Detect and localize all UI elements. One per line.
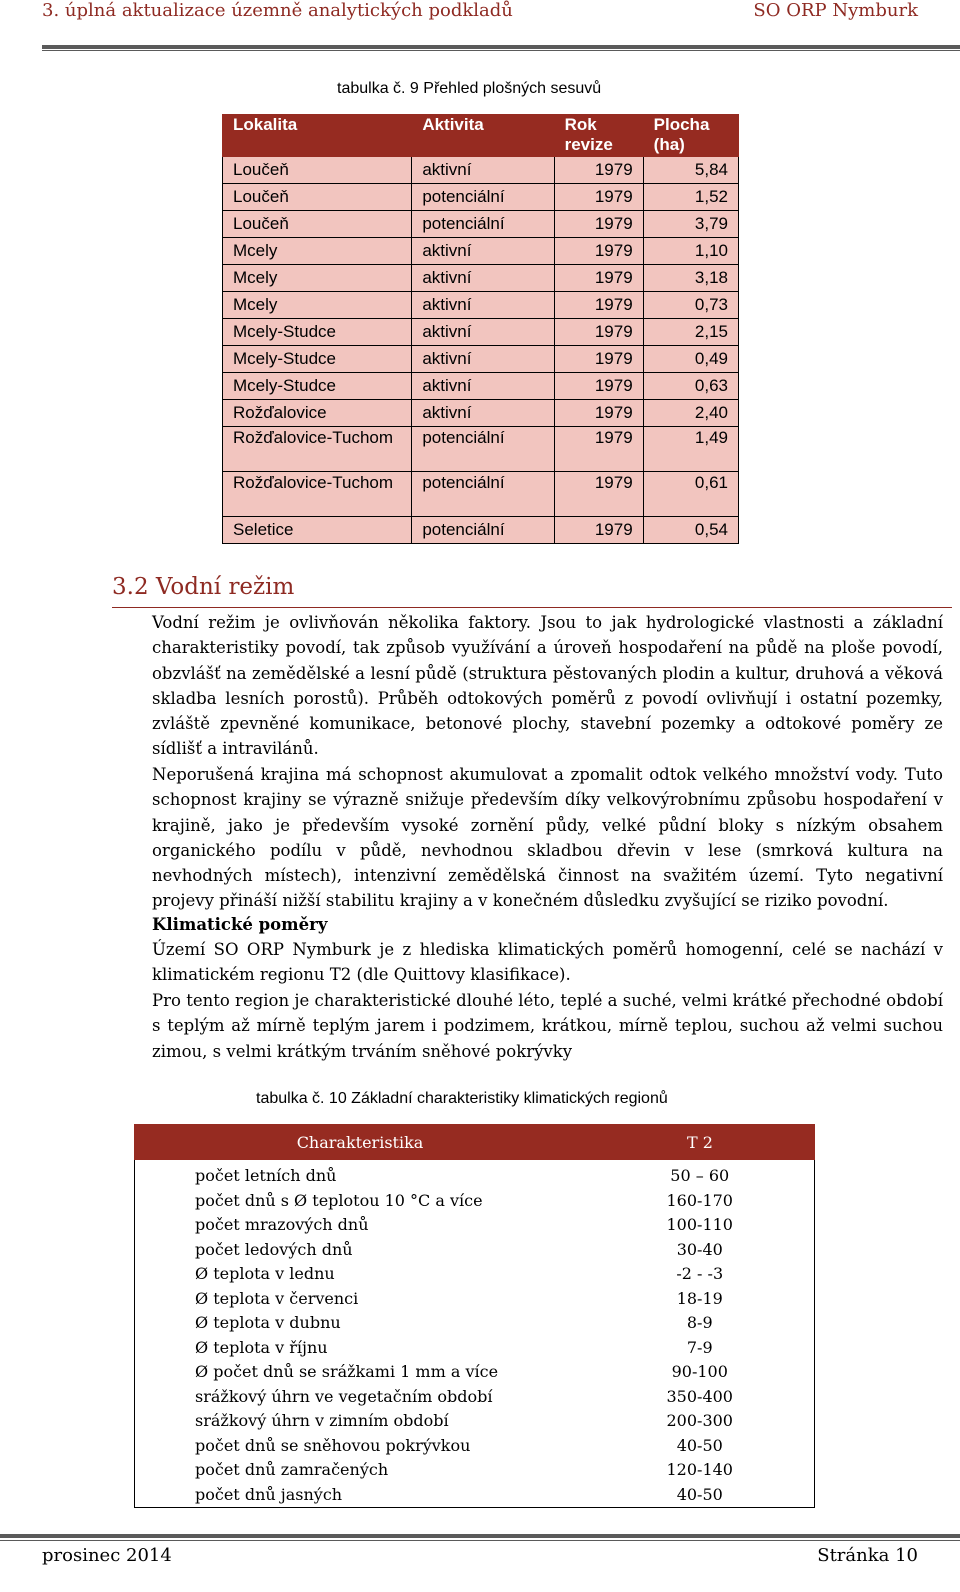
table-cell: potenciální [412,517,554,544]
table-cell: aktivní [412,157,554,184]
table-row [135,1160,815,1189]
table-cell: 1979 [554,373,643,400]
value-cell: 18-19 [676,1288,723,1308]
table-cell: 1,10 [643,238,738,265]
table-cell: 0,54 [643,517,738,544]
table-row [135,1287,815,1312]
table-cell: Seletice [223,517,412,544]
paragraph-text: Pro tento region je charakteristické dlouhé léto, teplé a suché, velmi krátké přechodné období s teplým až mírně teplým jarem i podzimem, krátkou, mírně teplou, suchou až velmi suchou zimou, s velmi krátkým trváním sněhové pokrývky [152,991,943,1061]
characteristic-cell: srážkový úhrn ve vegetačním období [195,1386,493,1406]
table-row [135,1360,815,1385]
table-row [135,1458,815,1483]
characteristic-cell: Ø teplota v lednu [195,1264,335,1284]
table-row [135,1262,815,1287]
paragraph-climate-description [152,988,943,1064]
table-row [135,1409,815,1434]
table-cell: 0,63 [643,373,738,400]
column-header: Plocha (ha) [643,115,738,157]
table-cell: 1979 [554,184,643,211]
value-cell: 90-100 [671,1362,728,1382]
table-row [223,292,739,319]
footer-rule-thin [0,1540,960,1541]
table-cell: Loučeň [223,184,412,211]
table-row [135,1483,815,1508]
table-cell: 3,18 [643,265,738,292]
table-row [135,1213,815,1238]
characteristic-cell: počet dnů jasných [195,1484,343,1504]
header-organization: SO ORP Nymburk [753,0,918,21]
header-rule-thin [42,50,960,51]
section-heading-rule [112,607,952,608]
table-cell: aktivní [412,373,554,400]
table-cell: Rožďalovice-Tuchom [223,427,412,472]
characteristic-cell: srážkový úhrn v zimním období [195,1411,449,1431]
table-cell: Mcely-Studce [223,373,412,400]
characteristic-cell: Ø teplota v červenci [195,1288,359,1308]
landslide-table-body [223,157,739,544]
table-cell: Loučeň [223,211,412,238]
subheading-climate [152,912,943,937]
table-cell: aktivní [412,319,554,346]
paragraph-text: Neporušená krajina má schopnost akumulovat a zpomalit odtok velkého množství vody. Tuto schopnost krajiny se výrazně snižuje především díky velkovýrobnímu způsobu hospodaření v krajině, jako je především vysoké zornění půdy, velké půdní bloky s nízkým obsahem organického podílu v půdě, nevhodnou skladbou dřevin v lese (smrková kultura na nevhodných místech), intenzivní zemědělská činnost na svažitém území. Tyto negativní projevy přináší nižší stabilitu krajiny a v konečném důsledku zvyšující se riziko povodní. [152,765,943,911]
table-cell: 3,79 [643,211,738,238]
table-cell: Mcely [223,265,412,292]
characteristic-cell: počet letních dnů [195,1166,337,1186]
value-cell: 120-140 [666,1460,733,1480]
table-cell: potenciální [412,427,554,472]
table-row [135,1189,815,1214]
table-header-row [223,115,739,157]
column-header: T 2 [586,1125,815,1160]
characteristic-cell: počet ledových dnů [195,1239,353,1259]
table-cell: aktivní [412,400,554,427]
table-row [223,346,739,373]
climate-table-body [135,1160,815,1508]
table-cell: 1979 [554,346,643,373]
table-cell: potenciální [412,472,554,517]
table-row [223,400,739,427]
table10-caption: tabulka č. 10 Základní charakteristiky klimatických regionů [256,1090,668,1107]
table-cell: 1,52 [643,184,738,211]
characteristic-cell: Ø teplota v dubnu [195,1313,341,1333]
landslide-table [222,114,739,544]
paragraph-text: Vodní režim je ovlivňován několika faktory. Jsou to jak hydrologické vlastnosti a základní charakteristiky povodí, tak způsob využívání a úroveň hospodaření na půdě na ploše povodí, obzvlášť na zemědělské a lesní půdě (struktura pěstovaných plodin a kultur, druhová a věková skladba lesních porostů). Průběh odtokových poměrů z povodí ovlivňují i ostatní pozemky, zvláště zpevněné komunikace, betonové plochy, stavební pozemky a odtokové poměry ze sídlišť a intravilánů. [152,613,943,759]
table-cell: potenciální [412,184,554,211]
characteristic-cell: Ø teplota v říjnu [195,1337,328,1357]
value-cell: 40-50 [676,1435,723,1455]
value-cell: 350-400 [666,1386,733,1406]
table-row [223,472,739,517]
table-cell: aktivní [412,238,554,265]
table-cell: 0,49 [643,346,738,373]
value-cell: 7-9 [686,1337,713,1357]
table-cell: 1979 [554,517,643,544]
paragraph-water-regime [152,610,943,762]
table-cell: 1979 [554,265,643,292]
header-rule [42,45,960,49]
table-cell: Rožďalovice [223,400,412,427]
table9-caption: tabulka č. 9 Přehled plošných sesuvů [337,80,602,97]
value-cell: 100-110 [666,1215,733,1235]
table-cell: Mcely [223,238,412,265]
table-row [223,238,739,265]
table-cell: Mcely-Studce [223,319,412,346]
column-header: Rok revize [554,115,643,157]
table-row [135,1238,815,1263]
characteristic-cell: počet dnů se sněhovou pokrývkou [195,1435,471,1455]
value-cell: 50 – 60 [670,1166,730,1186]
table-cell: potenciální [412,211,554,238]
section-heading: 3.2 Vodní režim [112,574,295,600]
table-cell: 2,15 [643,319,738,346]
page-header [42,0,918,24]
table-row [135,1336,815,1361]
characteristic-cell: Ø počet dnů se srážkami 1 mm a více [195,1362,499,1382]
table-cell: aktivní [412,265,554,292]
table-cell: 5,84 [643,157,738,184]
value-cell: 40-50 [676,1484,723,1504]
value-cell: -2 - -3 [676,1264,724,1284]
table-header-row [135,1125,815,1160]
table-cell: 0,73 [643,292,738,319]
table-row [135,1311,815,1336]
table-row [223,517,739,544]
table-cell: 1979 [554,400,643,427]
table-row [223,319,739,346]
value-cell: 200-300 [666,1411,733,1431]
paragraph-climate-region [152,937,943,988]
table-row [223,265,739,292]
table-row [223,157,739,184]
table-cell: 1979 [554,292,643,319]
table-cell: aktivní [412,292,554,319]
table-cell: 1979 [554,427,643,472]
value-cell: 30-40 [676,1239,723,1259]
table-cell: 1,49 [643,427,738,472]
table-row [135,1385,815,1410]
table-cell: Rožďalovice-Tuchom [223,472,412,517]
table-row [223,373,739,400]
footer-date: prosinec 2014 [42,1545,172,1566]
table-cell: 2,40 [643,400,738,427]
characteristic-cell: počet dnů s Ø teplotou 10 °C a více [195,1190,483,1210]
table-cell: 1979 [554,472,643,517]
paragraph-landscape [152,762,943,914]
column-header: Charakteristika [135,1125,586,1160]
climate-table [134,1124,815,1508]
table-cell: 1979 [554,238,643,265]
table-cell: Loučeň [223,157,412,184]
table-cell: 1979 [554,319,643,346]
characteristic-cell: počet mrazových dnů [195,1215,369,1235]
characteristic-cell: počet dnů zamračených [195,1460,389,1480]
value-cell: 160-170 [666,1190,733,1210]
table-cell: 0,61 [643,472,738,517]
table-cell: Mcely [223,292,412,319]
footer-page-number: Stránka 10 [817,1545,918,1566]
table-row [135,1434,815,1459]
table-row [223,211,739,238]
table-row [223,184,739,211]
table-cell: 1979 [554,157,643,184]
footer-rule [0,1534,960,1538]
column-header: Aktivita [412,115,554,157]
paragraph-text: Území SO ORP Nymburk je z hlediska klimatických poměrů homogenní, celé se nachází v klimatickém regionu T2 (dle Quittovy klasifikace). [152,940,943,985]
subheading-text: Klimatické poměry [152,915,328,934]
header-document-title: 3. úplná aktualizace územně analytických podkladů [42,0,513,21]
table-cell: aktivní [412,346,554,373]
column-header: Lokalita [223,115,412,157]
table-cell: Mcely-Studce [223,346,412,373]
table-row [223,427,739,472]
value-cell: 8-9 [686,1313,713,1333]
table-cell: 1979 [554,211,643,238]
